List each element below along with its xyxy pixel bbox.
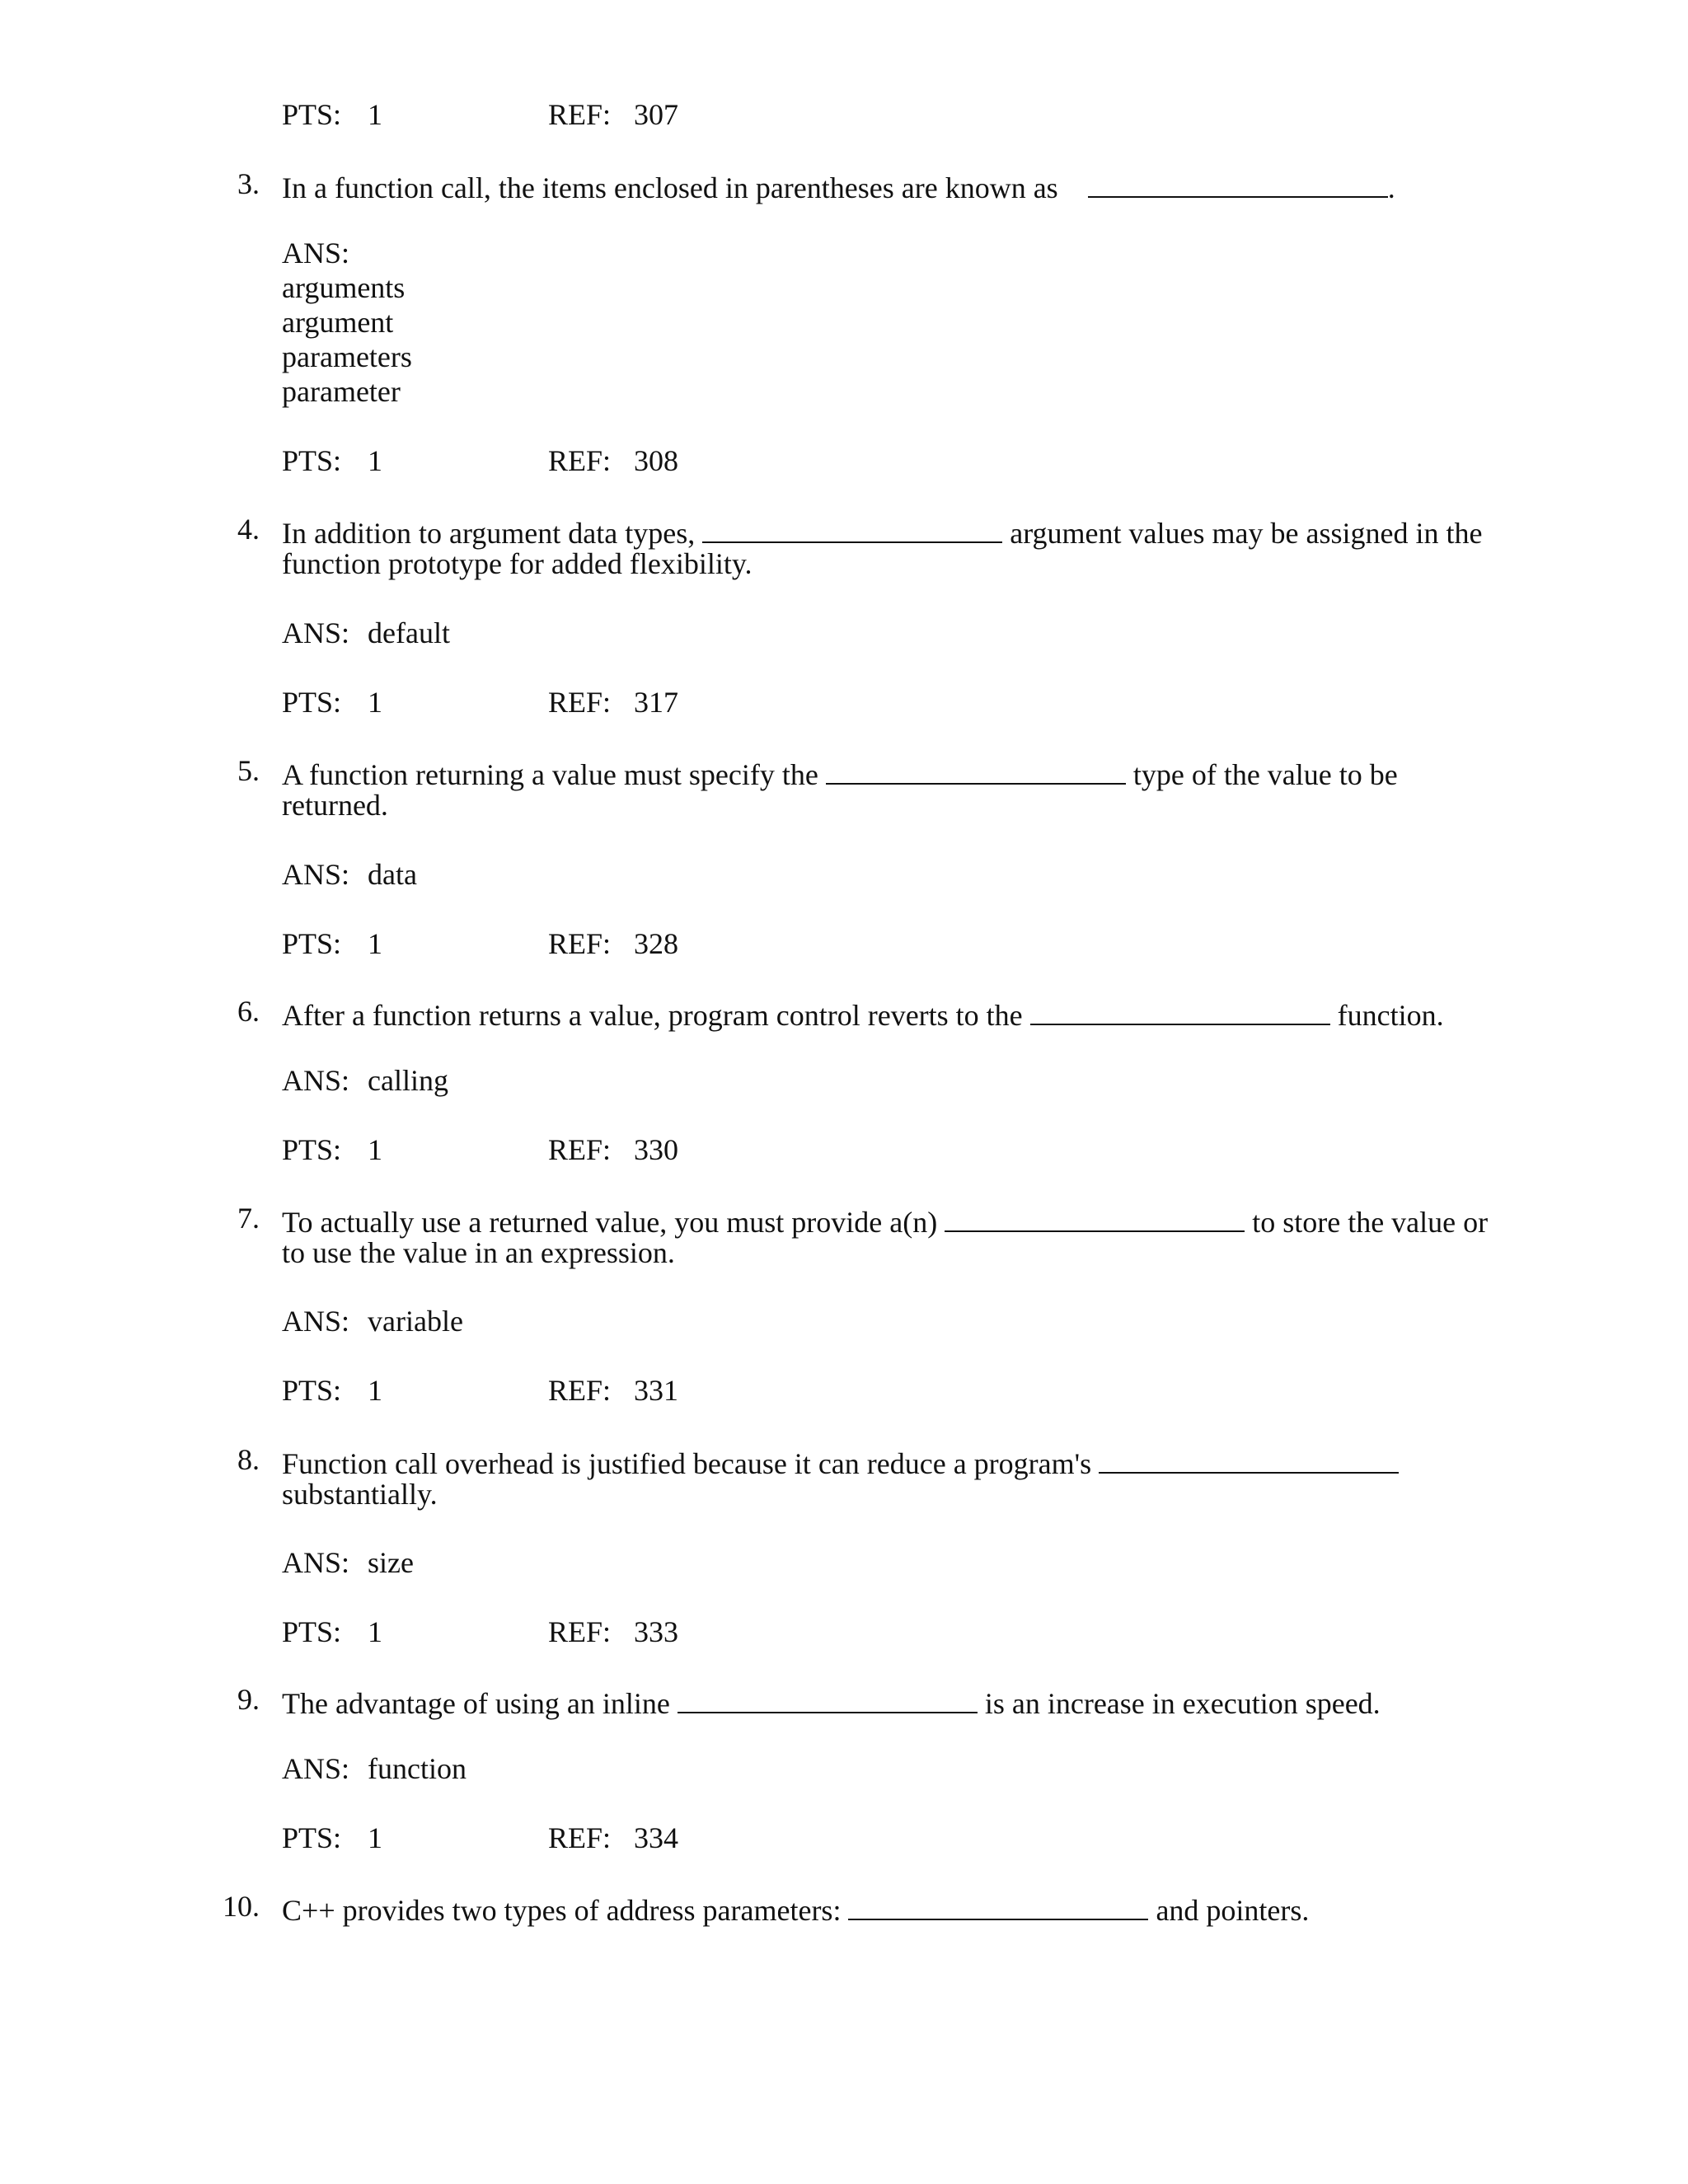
question-text-after: to store the value or [1252,1206,1489,1239]
question-text-before: To actually use a returned value, you must provide a(n) [282,1206,938,1239]
ans-label: ANS: [282,1546,350,1579]
pts-label: PTS: [282,1615,342,1648]
ref-value: 307 [634,98,678,131]
question-text-after: and pointers. [1156,1894,1310,1927]
answer-blank [702,512,1002,543]
question-text-before: In addition to argument data types, [282,517,696,550]
ans-label: ANS: [282,237,350,269]
ref-label: REF: [548,1374,612,1407]
ref-value: 331 [634,1374,678,1407]
answer-value: variable [368,1305,463,1338]
question-text [282,1201,1488,1240]
question-text-before: A function returning a value must specify the [282,758,818,791]
pts-value: 1 [368,444,382,477]
pts-value: 1 [368,98,382,131]
question-text [282,1682,1381,1721]
pts-label: PTS: [282,444,342,477]
answer-value: calling [368,1064,448,1097]
answer-value: default [368,616,450,649]
ref-value: 330 [634,1133,678,1166]
ref-value: 317 [634,686,678,719]
answer-item: parameter [282,375,401,408]
pts-value: 1 [368,1615,382,1648]
question-text [282,512,1482,551]
question-number: 4. [237,513,260,546]
ref-value: 328 [634,927,678,960]
question-text-before: Function call overhead is justified because it can reduce a program's [282,1447,1092,1480]
question-text [282,753,1398,792]
answer-blank [1099,1442,1399,1474]
question-text-line2: to use the value in an expression. [282,1236,675,1269]
question-text [282,1442,1399,1481]
pts-label: PTS: [282,1821,342,1854]
pts-label: PTS: [282,1133,342,1166]
pts-value: 1 [368,1374,382,1407]
answer-item: parameters [282,340,412,373]
pts-label: PTS: [282,98,342,131]
answer-value: size [368,1546,414,1579]
ref-value: 333 [634,1615,678,1648]
question-text-after: argument values may be assigned in the [1010,517,1483,550]
question-text [282,166,1395,205]
answer-item: arguments [282,271,406,304]
answer-item: argument [282,306,394,339]
ans-label: ANS: [282,858,350,891]
question-number: 7. [237,1202,260,1235]
ref-label: REF: [548,1615,612,1648]
pts-value: 1 [368,686,382,719]
ref-label: REF: [548,927,612,960]
ans-label: ANS: [282,1752,350,1785]
question-text-line2: substantially. [282,1478,438,1511]
ref-value: 334 [634,1821,678,1854]
answer-value: data [368,858,417,891]
question-number: 5. [237,754,260,787]
answer-blank [848,1889,1148,1920]
pts-label: PTS: [282,1374,342,1407]
question-number: 9. [237,1683,260,1716]
answer-value: function [368,1752,467,1785]
pts-value: 1 [368,927,382,960]
question-text-line2: returned. [282,789,388,822]
question-text [282,1889,1309,1928]
ref-label: REF: [548,1821,612,1854]
question-text-before: The advantage of using an inline [282,1687,670,1720]
question-text-after: function. [1337,999,1444,1032]
ans-label: ANS: [282,1064,350,1097]
answer-blank [1030,994,1330,1025]
question-number: 6. [237,995,260,1028]
pts-label: PTS: [282,686,342,719]
question-number: 3. [237,167,260,200]
pts-value: 1 [368,1133,382,1166]
question-text-after: . [1387,171,1395,204]
pts-label: PTS: [282,927,342,960]
question-text-before: C++ provides two types of address parameters: [282,1894,842,1927]
pts-value: 1 [368,1821,382,1854]
question-text-after: is an increase in execution speed. [984,1687,1381,1720]
ans-label: ANS: [282,1305,350,1338]
ref-label: REF: [548,1133,612,1166]
answer-blank [945,1201,1245,1232]
ref-value: 308 [634,444,678,477]
question-text-before: In a function call, the items enclosed in parentheses are known as [282,171,1058,204]
question-number: 10. [223,1890,260,1923]
answer-blank [1088,166,1388,198]
question-text [282,994,1444,1033]
question-text-line2: function prototype for added flexibility. [282,547,753,580]
ref-label: REF: [548,98,612,131]
answer-blank [826,753,1126,785]
question-text-before: After a function returns a value, program control reverts to the [282,999,1023,1032]
question-text-after: type of the value to be [1132,758,1398,791]
ref-label: REF: [548,686,612,719]
ref-label: REF: [548,444,612,477]
answer-blank [678,1682,978,1713]
question-number: 8. [237,1443,260,1476]
ans-label: ANS: [282,616,350,649]
